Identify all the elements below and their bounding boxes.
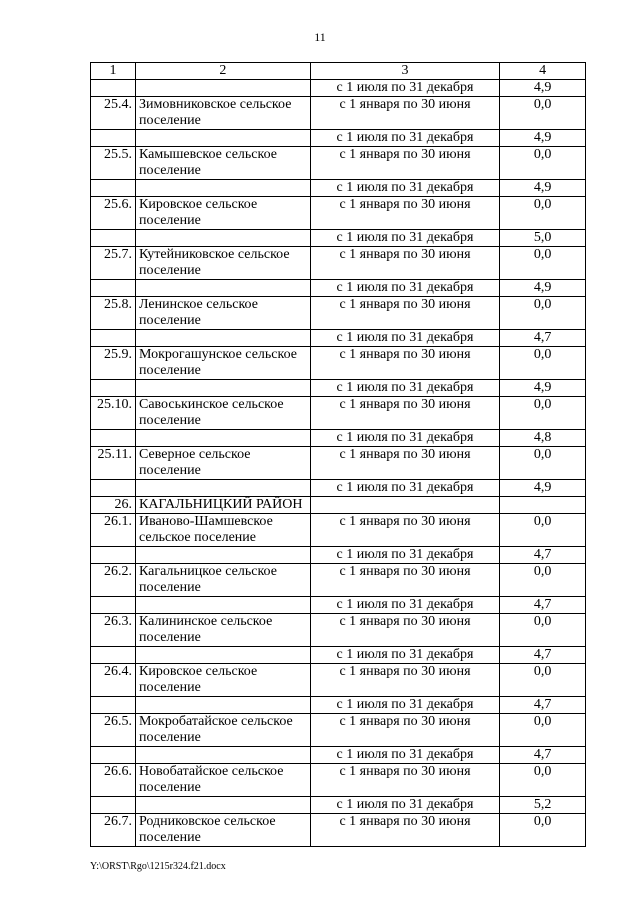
period-cell: с 1 июля по 31 декабря: [310, 280, 499, 297]
table-row: [91, 697, 586, 714]
column-header: 1: [91, 63, 136, 80]
value-cell: 4,9: [500, 130, 586, 147]
row-number: 26.5.: [91, 714, 136, 747]
value-cell: 0,0: [500, 564, 586, 597]
settlement-name: Кутейниковское сельское поселение: [135, 247, 310, 280]
settlement-name: Кагальницкое сельское поселение: [135, 564, 310, 597]
column-header: 3: [310, 63, 499, 80]
row-number: [91, 547, 136, 564]
value-cell: 0,0: [500, 147, 586, 180]
value-cell: 4,9: [500, 180, 586, 197]
table-row: [91, 447, 586, 480]
value-cell: 4,9: [500, 480, 586, 497]
table-row: [91, 197, 586, 230]
settlement-name: КАГАЛЬНИЦКИЙ РАЙОН: [135, 497, 310, 514]
period-cell: с 1 июля по 31 декабря: [310, 180, 499, 197]
period-cell: с 1 июля по 31 декабря: [310, 547, 499, 564]
row-number: [91, 80, 136, 97]
row-number: 26.7.: [91, 814, 136, 847]
value-cell: 0,0: [500, 297, 586, 330]
table-row: [91, 714, 586, 747]
settlement-name: Мокробатайское сельское поселение: [135, 714, 310, 747]
table-row: [91, 97, 586, 130]
settlement-name: [135, 747, 310, 764]
table-row: [91, 430, 586, 447]
row-number: [91, 280, 136, 297]
settlement-name: Мокрогашунское сельское поселение: [135, 347, 310, 380]
value-cell: 4,9: [500, 380, 586, 397]
period-cell: с 1 июля по 31 декабря: [310, 130, 499, 147]
period-cell: с 1 января по 30 июня: [310, 347, 499, 380]
row-number: 26.1.: [91, 514, 136, 547]
table-row: [91, 80, 586, 97]
period-cell: [310, 497, 499, 514]
period-cell: с 1 июля по 31 декабря: [310, 230, 499, 247]
row-number: [91, 230, 136, 247]
period-cell: с 1 января по 30 июня: [310, 197, 499, 230]
table-header-row: [91, 63, 586, 80]
period-cell: с 1 июля по 31 декабря: [310, 747, 499, 764]
value-cell: 0,0: [500, 614, 586, 647]
period-cell: с 1 января по 30 июня: [310, 714, 499, 747]
value-cell: 0,0: [500, 97, 586, 130]
settlement-name: [135, 430, 310, 447]
value-cell: 4,7: [500, 547, 586, 564]
period-cell: с 1 января по 30 июня: [310, 447, 499, 480]
row-number: [91, 480, 136, 497]
period-cell: с 1 января по 30 июня: [310, 97, 499, 130]
settlement-name: Камышевское сельское поселение: [135, 147, 310, 180]
period-cell: с 1 января по 30 июня: [310, 514, 499, 547]
row-number: [91, 797, 136, 814]
value-cell: 0,0: [500, 247, 586, 280]
table-body: [91, 63, 586, 847]
row-number: 25.11.: [91, 447, 136, 480]
row-number: [91, 647, 136, 664]
value-cell: 4,7: [500, 697, 586, 714]
period-cell: с 1 июля по 31 декабря: [310, 647, 499, 664]
value-cell: 0,0: [500, 664, 586, 697]
row-number: [91, 180, 136, 197]
column-header: 4: [500, 63, 586, 80]
row-number: 26.3.: [91, 614, 136, 647]
value-cell: 4,9: [500, 280, 586, 297]
period-cell: с 1 июля по 31 декабря: [310, 597, 499, 614]
period-cell: с 1 января по 30 июня: [310, 814, 499, 847]
value-cell: 4,7: [500, 330, 586, 347]
settlement-name: [135, 230, 310, 247]
value-cell: 4,7: [500, 597, 586, 614]
value-cell: 4,8: [500, 430, 586, 447]
settlement-name: [135, 380, 310, 397]
table-row: [91, 297, 586, 330]
period-cell: с 1 января по 30 июня: [310, 297, 499, 330]
row-number: 26.: [91, 497, 136, 514]
settlement-name: [135, 130, 310, 147]
table-row: [91, 614, 586, 647]
settlement-name: [135, 697, 310, 714]
row-number: [91, 130, 136, 147]
value-cell: 0,0: [500, 814, 586, 847]
period-cell: с 1 июля по 31 декабря: [310, 697, 499, 714]
value-cell: [500, 497, 586, 514]
table-row: [91, 797, 586, 814]
table-row: [91, 747, 586, 764]
table-row: [91, 764, 586, 797]
row-number: 25.6.: [91, 197, 136, 230]
row-number: 25.5.: [91, 147, 136, 180]
period-cell: с 1 июля по 31 декабря: [310, 380, 499, 397]
row-number: 25.10.: [91, 397, 136, 430]
value-cell: 4,7: [500, 747, 586, 764]
table-row: [91, 814, 586, 847]
settlement-name: Новобатайское сельское поселение: [135, 764, 310, 797]
table-row: [91, 547, 586, 564]
row-number: 25.7.: [91, 247, 136, 280]
settlement-name: Ленинское сельское поселение: [135, 297, 310, 330]
row-number: [91, 330, 136, 347]
value-cell: 5,2: [500, 797, 586, 814]
row-number: 26.2.: [91, 564, 136, 597]
settlement-name: [135, 797, 310, 814]
settlement-name: Родниковское сельское поселение: [135, 814, 310, 847]
value-cell: 0,0: [500, 514, 586, 547]
table-row: [91, 514, 586, 547]
period-cell: с 1 января по 30 июня: [310, 147, 499, 180]
page-number: 11: [314, 30, 326, 44]
data-table: [90, 62, 586, 847]
table-row: [91, 664, 586, 697]
settlement-name: [135, 330, 310, 347]
table-row: [91, 480, 586, 497]
value-cell: 0,0: [500, 714, 586, 747]
row-number: 25.4.: [91, 97, 136, 130]
settlement-name: Кировское сельское поселение: [135, 197, 310, 230]
value-cell: 0,0: [500, 447, 586, 480]
period-cell: с 1 июля по 31 декабря: [310, 480, 499, 497]
footer-file-path: Y:\ORST\Rgo\1215r324.f21.docx: [90, 861, 226, 872]
period-cell: с 1 января по 30 июня: [310, 564, 499, 597]
row-number: 26.6.: [91, 764, 136, 797]
settlement-name: [135, 647, 310, 664]
settlement-name: Савоськинское сельское поселение: [135, 397, 310, 430]
table-row: [91, 380, 586, 397]
row-number: 26.4.: [91, 664, 136, 697]
row-number: 25.8.: [91, 297, 136, 330]
value-cell: 0,0: [500, 397, 586, 430]
period-cell: с 1 января по 30 июня: [310, 247, 499, 280]
settlement-name: Кировское сельское поселение: [135, 664, 310, 697]
table-row: [91, 497, 586, 514]
table-row: [91, 597, 586, 614]
period-cell: с 1 июля по 31 декабря: [310, 797, 499, 814]
settlement-name: [135, 80, 310, 97]
settlement-name: [135, 180, 310, 197]
table-row: [91, 130, 586, 147]
period-cell: с 1 января по 30 июня: [310, 397, 499, 430]
table-row: [91, 397, 586, 430]
settlement-name: [135, 547, 310, 564]
value-cell: 0,0: [500, 197, 586, 230]
settlement-name: [135, 480, 310, 497]
period-cell: с 1 января по 30 июня: [310, 764, 499, 797]
settlement-name: Калининское сельское поселение: [135, 614, 310, 647]
table-row: [91, 180, 586, 197]
period-cell: с 1 января по 30 июня: [310, 614, 499, 647]
table-row: [91, 147, 586, 180]
row-number: [91, 430, 136, 447]
period-cell: с 1 июля по 31 декабря: [310, 80, 499, 97]
column-header: 2: [135, 63, 310, 80]
settlement-name: Зимовниковское сельское поселение: [135, 97, 310, 130]
settlement-name: Иваново-Шамшевское сельское поселение: [135, 514, 310, 547]
table-row: [91, 564, 586, 597]
settlement-name: [135, 597, 310, 614]
table-row: [91, 647, 586, 664]
row-number: 25.9.: [91, 347, 136, 380]
table-row: [91, 230, 586, 247]
row-number: [91, 380, 136, 397]
row-number: [91, 697, 136, 714]
table-row: [91, 247, 586, 280]
row-number: [91, 597, 136, 614]
period-cell: с 1 июля по 31 декабря: [310, 430, 499, 447]
table-row: [91, 330, 586, 347]
settlement-name: [135, 280, 310, 297]
table-row: [91, 280, 586, 297]
value-cell: 4,9: [500, 80, 586, 97]
value-cell: 4,7: [500, 647, 586, 664]
value-cell: 0,0: [500, 764, 586, 797]
value-cell: 0,0: [500, 347, 586, 380]
period-cell: с 1 июля по 31 декабря: [310, 330, 499, 347]
settlement-name: Северное сельское поселение: [135, 447, 310, 480]
period-cell: с 1 января по 30 июня: [310, 664, 499, 697]
value-cell: 5,0: [500, 230, 586, 247]
table-row: [91, 347, 586, 380]
row-number: [91, 747, 136, 764]
